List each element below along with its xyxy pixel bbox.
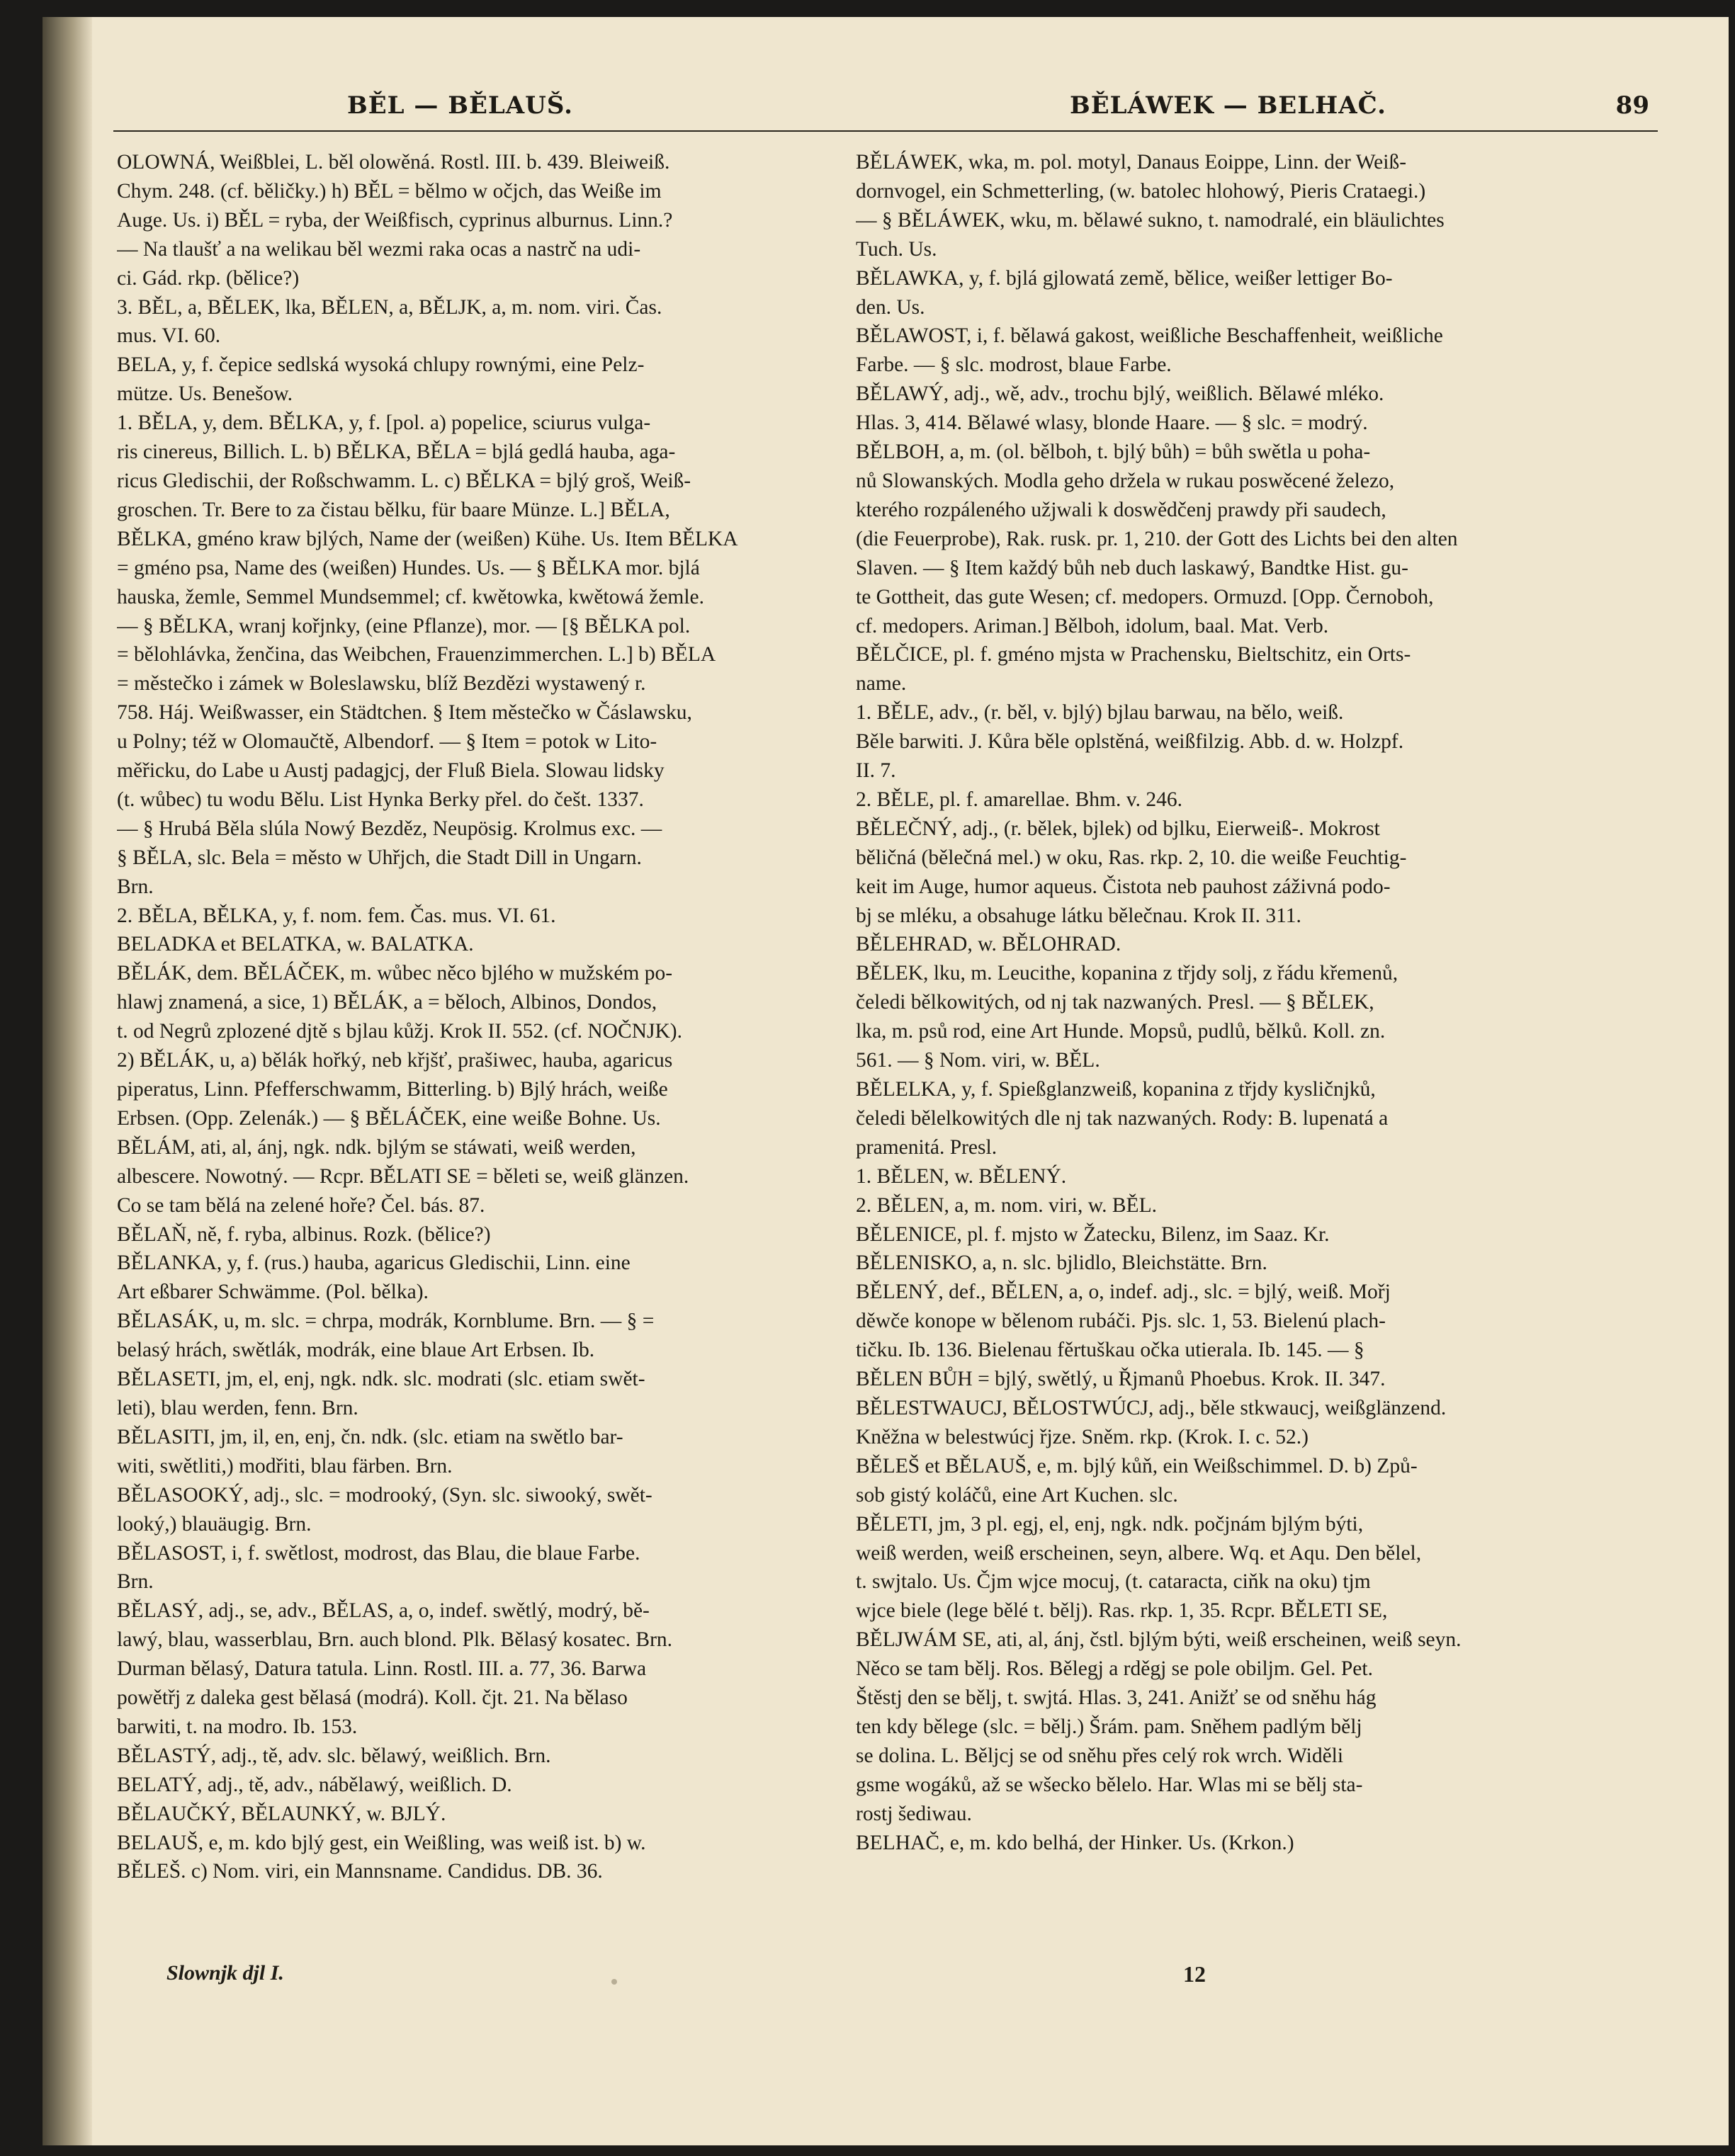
text-line: nů Slowanských. Modla geho držela w rukau poswěcené železo, bbox=[856, 469, 1395, 492]
text-line: ci. Gád. rkp. (bělice?) bbox=[117, 266, 300, 290]
text-line: 1. BĚLA, y, dem. BĚLKA, y, f. [pol. a) popelice, sciurus vulga- bbox=[117, 412, 651, 435]
text-line: Běle barwiti. J. Kůra běle oplstěná, weißfilzig. Abb. d. w. Holzpf. bbox=[856, 730, 1404, 754]
text-line: Chym. 248. (cf. běličky.) h) BĚL = bělmo w očjch, das Weiße im bbox=[117, 179, 662, 203]
text-line: 2. BĚLE, pl. f. amarellae. Bhm. v. 246. bbox=[856, 788, 1182, 811]
text-line: BĚLASITI, jm, il, en, enj, čn. ndk. (slc. etiam na swětlo bar- bbox=[117, 1425, 623, 1448]
text-line: Tuch. Us. bbox=[856, 237, 937, 261]
text-line: Kněžna w belestwúcj řjze. Sněm. rkp. (Krok. I. c. 52.) bbox=[856, 1425, 1309, 1448]
text-line: lawý, blau, wasserblau, Brn. auch blond. Plk. Bělasý kosatec. Brn. bbox=[117, 1628, 673, 1652]
text-line: barwiti, t. na modro. Ib. 153. bbox=[117, 1715, 358, 1738]
text-line: albescere. Nowotný. — Rcpr. BĚLATI SE = běleti se, weiß glänzen. bbox=[117, 1164, 689, 1188]
text-line: BĚLEČNÝ, adj., (r. bělek, bjlek) od bjlku, Eierweiß-. Mokrost bbox=[856, 817, 1380, 840]
text-line: gsme wogáků, až se wšecko bělelo. Har. Wlas mi se bělj sta- bbox=[856, 1773, 1363, 1796]
text-line: BĚLJWÁM SE, ati, al, ánj, čstl. bjlým býti, weiß erscheinen, weiß seyn. bbox=[856, 1628, 1462, 1652]
text-line: Hlas. 3, 414. Bělawé wlasy, blonde Haare. — § slc. = modrý. bbox=[856, 412, 1368, 435]
text-line: BĚLČICE, pl. f. gméno mjsta w Prachensku, Bieltschitz, ein Orts- bbox=[856, 643, 1411, 666]
text-line: BELHAČ, e, m. kdo belhá, der Hinker. Us. (Krkon.) bbox=[856, 1831, 1294, 1854]
text-line: BĚLESTWAUCJ, BĚLOSTWÚCJ, adj., běle stkwaucj, weißglänzend. bbox=[856, 1396, 1447, 1419]
text-line: děwče konope w bělenom rubáči. Pjs. slc. 1, 53. Bielenú plach- bbox=[856, 1310, 1386, 1333]
text-line: 758. Háj. Weißwasser, ein Städtchen. § Item městečko w Čáslawsku, bbox=[117, 701, 692, 725]
text-line: Štěstj den se bělj, t. swjtá. Hlas. 3, 241. Anižť se od sněhu hág bbox=[856, 1686, 1377, 1710]
text-line: 1. BĚLEN, w. BĚLENÝ. bbox=[856, 1164, 1067, 1188]
text-line: den. Us. bbox=[856, 295, 925, 319]
text-line: BĚLAWKA, y, f. bjlá gjlowatá země, bělice, weißer lettiger Bo- bbox=[856, 266, 1393, 290]
text-line: name. bbox=[856, 672, 907, 696]
text-line: BĚLEHRAD, w. BĚLOHRAD. bbox=[856, 933, 1121, 956]
text-line: OLOWNÁ, Weißblei, L. běl olowěná. Rostl. III. b. 439. Bleiweiß. bbox=[117, 151, 670, 174]
text-line: te Gottheit, das gute Wesen; cf. medopers. Ormuzd. [Opp. Černoboh, bbox=[856, 585, 1434, 608]
text-line: BĚLENICE, pl. f. mjsto w Žatecku, Bilenz, im Saaz. Kr. bbox=[856, 1222, 1330, 1246]
print-speck bbox=[611, 1979, 617, 1985]
text-line: = gméno psa, Name des (weißen) Hundes. Us. — § BĚLKA mor. bjlá bbox=[117, 556, 700, 579]
text-line: Auge. Us. i) BĚL = ryba, der Weißfisch, cyprinus alburnus. Linn.? bbox=[117, 208, 673, 232]
text-line: Farbe. — § slc. modrost, blaue Farbe. bbox=[856, 353, 1172, 377]
text-line: BĚLENISKO, a, n. slc. bjlidlo, Bleichstätte. Brn. bbox=[856, 1252, 1267, 1275]
header-rule bbox=[113, 130, 1658, 132]
text-line: § BĚLA, slc. Bela = město w Uhřjch, die Stadt Dill in Ungarn. bbox=[117, 846, 642, 869]
text-line: 2. BĚLEN, a, m. nom. viri, w. BĚL. bbox=[856, 1193, 1157, 1217]
text-line: II. 7. bbox=[856, 759, 896, 783]
text-line: BĚLASOOKÝ, adj., slc. = modrooký, (Syn. slc. siwooký, swět- bbox=[117, 1483, 652, 1507]
text-line: Art eßbarer Schwämme. (Pol. bělka). bbox=[117, 1281, 429, 1304]
text-line: BĚLAUČKÝ, BĚLAUNKÝ, w. BJLÝ. bbox=[117, 1802, 446, 1825]
text-line: běličná (bělečná mel.) w oku, Ras. rkp. 2, 10. die weiße Feuchtig- bbox=[856, 846, 1407, 869]
text-line: BELATÝ, adj., tě, adv., nábělawý, weißlich. D. bbox=[117, 1773, 512, 1796]
text-line: = městečko i zámek w Boleslawsku, blíž Bezdězi wystawený r. bbox=[117, 672, 646, 696]
text-line: groschen. Tr. Bere to za čistau bělku, für baare Münze. L.] BĚLA, bbox=[117, 498, 670, 521]
text-line: 561. — § Nom. viri, w. BĚL. bbox=[856, 1049, 1100, 1072]
running-header-right: BĚLÁWEK — BELHAČ. bbox=[1070, 91, 1386, 120]
text-line: BĚLEŠ et BĚLAUŠ, e, m. bjlý kůň, ein Weißschimmel. D. b) Způ- bbox=[856, 1454, 1418, 1477]
text-line: BĚLELKA, y, f. Spießglanzweiß, kopanina z třjdy kysličnjků, bbox=[856, 1078, 1376, 1101]
text-line: čeledi bělelkowitých dle nj tak nazwaných. Rody: B. lupenatá a bbox=[856, 1106, 1389, 1130]
signature-mark: Slownjk djl I. bbox=[166, 1961, 284, 1985]
left-column bbox=[117, 148, 825, 1961]
text-line: hauska, žemle, Semmel Mundsemmel; cf. kwětowka, kwětowá žemle. bbox=[117, 585, 705, 608]
text-line: ricus Gledischii, der Roßschwamm. L. c) BĚLKA = bjlý groš, Weiß- bbox=[117, 469, 691, 492]
text-line: keit im Auge, humor aqueus. Čistota neb pauhost záživná podo- bbox=[856, 875, 1391, 898]
text-line: powětřj z daleka gest bělasá (modrá). Koll. čjt. 21. Na bělaso bbox=[117, 1686, 628, 1710]
book-page bbox=[43, 17, 1729, 2145]
text-line: BĚLETI, jm, 3 pl. egj, el, enj, ngk. ndk. počjnám bjlým býti, bbox=[856, 1512, 1364, 1536]
text-line: BĚLASÝ, adj., se, adv., BĚLAS, a, o, indef. swětlý, modrý, bě- bbox=[117, 1599, 650, 1623]
text-line: ten kdy bělege (slc. = bělj.) Šrám. pam. Sněhem padlým bělj bbox=[856, 1715, 1362, 1738]
text-line: se dolina. L. Běljcj se od sněhu přes celý rok wrch. Widěli bbox=[856, 1744, 1344, 1767]
text-line: (t. wůbec) tu wodu Bělu. List Hynka Berky přel. do češt. 1337. bbox=[117, 788, 644, 811]
text-line: wjce biele (lege bělé t. bělj). Ras. rkp. 1, 35. Rcpr. BĚLETI SE, bbox=[856, 1599, 1388, 1623]
text-line: Erbsen. (Opp. Zelenák.) — § BĚLÁČEK, eine weiße Bohne. Us. bbox=[117, 1106, 661, 1130]
text-line: bj se mléku, a obsahuge látku bělečnau. Krok II. 311. bbox=[856, 904, 1301, 927]
text-line: BELA, y, f. čepice sedlská wysoká chlupy rownými, eine Pelz- bbox=[117, 353, 645, 377]
text-line: belasý hrách, swětlák, modrák, eine blaue Art Erbsen. Ib. bbox=[117, 1339, 595, 1362]
text-line: t. od Negrů zplozené djtě s bjlau kůžj. Krok II. 552. (cf. NOČNJK). bbox=[117, 1020, 682, 1043]
text-line: BĚLAWOST, i, f. bělawá gakost, weißliche Beschaffenheit, weißliche bbox=[856, 324, 1443, 348]
text-line: cf. medopers. Ariman.] Bělboh, idolum, baal. Mat. Verb. bbox=[856, 614, 1329, 637]
text-line: ris cinereus, Billich. L. b) BĚLKA, BĚLA = bjlá gedlá hauba, aga- bbox=[117, 441, 676, 464]
text-line: Brn. bbox=[117, 875, 154, 898]
text-line: Durman bělasý, Datura tatula. Linn. Rostl. III. a. 77, 36. Barwa bbox=[117, 1657, 647, 1681]
text-line: BĚLBOH, a, m. (ol. bělboh, t. bjlý bůh) = bůh swětla u poha- bbox=[856, 441, 1371, 464]
text-line: 2) BĚLÁK, u, a) bělák hořký, neb křjšť, prašiwec, hauba, agaricus bbox=[117, 1049, 673, 1072]
text-line: mus. VI. 60. bbox=[117, 324, 221, 348]
text-line: měřicku, do Labe u Austj padagjcj, der Fluß Biela. Slowau lidsky bbox=[117, 759, 665, 783]
text-line: rostj šediwau. bbox=[856, 1802, 972, 1825]
text-line: BĚLEN BŮH = bjlý, swětlý, u Řjmanů Phoebus. Krok. II. 347. bbox=[856, 1368, 1386, 1391]
text-line: — Na tlaušť a na welikau běl wezmi raka ocas a nastrč na udi- bbox=[117, 237, 641, 261]
text-line: — § BĚLÁWEK, wku, m. bělawé sukno, t. namodralé, ein bläulichtes bbox=[856, 208, 1445, 232]
text-line: BĚLKA, gméno kraw bjlých, Name der (weißen) Kühe. Us. Item BĚLKA bbox=[117, 527, 738, 550]
text-line: u Polny; též w Olomaučtě, Albendorf. — § Item = potok w Lito- bbox=[117, 730, 657, 754]
text-line: — § BĚLKA, wranj kořjnky, (eine Pflanze), mor. — [§ BĚLKA pol. bbox=[117, 614, 691, 637]
text-line: BĚLEŠ. c) Nom. viri, ein Mannsname. Candidus. DB. 36. bbox=[117, 1860, 603, 1883]
page-gutter bbox=[43, 17, 92, 2145]
text-line: 2. BĚLA, BĚLKA, y, f. nom. fem. Čas. mus. VI. 61. bbox=[117, 904, 556, 927]
text-line: hlawj znamená, a sice, 1) BĚLÁK, a = běloch, Albinos, Dondos, bbox=[117, 991, 657, 1014]
text-line: čeledi bělkowitých, od nj tak nazwaných. Presl. — § BĚLEK, bbox=[856, 991, 1374, 1014]
text-line: 3. BĚL, a, BĚLEK, lka, BĚLEN, a, BĚLJK, a, m. nom. viri. Čas. bbox=[117, 295, 662, 319]
text-line: Brn. bbox=[117, 1570, 154, 1594]
text-line: = bělohlávka, ženčina, das Weibchen, Frauenzimmerchen. L.] b) BĚLA bbox=[117, 643, 716, 666]
text-line: sob gistý koláčů, eine Art Kuchen. slc. bbox=[856, 1483, 1178, 1507]
text-line: piperatus, Linn. Pfefferschwamm, Bitterling. b) Bjlý hrách, weiße bbox=[117, 1078, 668, 1101]
page-number: 89 bbox=[1615, 91, 1649, 120]
text-line: — § Hrubá Běla slúla Nowý Bezděz, Neupösig. Krolmus exc. — bbox=[117, 817, 662, 840]
text-line: BĚLÁM, ati, al, ánj, ngk. ndk. bjlým se stáwati, weiß werden, bbox=[117, 1135, 636, 1159]
running-header-left: BĚL — BĚLAUŠ. bbox=[347, 91, 573, 120]
text-line: BELADKA et BELATKA, w. BALATKA. bbox=[117, 933, 474, 956]
text-line: tičku. Ib. 136. Bielenau fěrtuškau očka utierala. Ib. 145. — § bbox=[856, 1339, 1364, 1362]
text-line: kterého rozpáleného užjwali k doswědčenj prawdy při saudech, bbox=[856, 498, 1386, 521]
text-line: weiß werden, weiß erscheinen, seyn, albere. Wq. et Aqu. Den bělel, bbox=[856, 1541, 1422, 1565]
text-line: BĚLASTÝ, adj., tě, adv. slc. bělawý, weißlich. Brn. bbox=[117, 1744, 551, 1767]
text-line: BĚLASOST, i, f. swětlost, modrost, das Blau, die blaue Farbe. bbox=[117, 1541, 640, 1565]
text-line: BELAUŠ, e, m. kdo bjlý gest, ein Weißling, was weiß ist. b) w. bbox=[117, 1831, 646, 1854]
text-line: BĚLASETI, jm, el, enj, ngk. ndk. slc. modrati (slc. etiam swět- bbox=[117, 1368, 645, 1391]
text-line: BĚLÁK, dem. BĚLÁČEK, m. wůbec něco bjlého w mužském po- bbox=[117, 962, 673, 985]
text-line: looký,) blauäugig. Brn. bbox=[117, 1512, 312, 1536]
text-line: Něco se tam bělj. Ros. Bělegj a rděgj se pole obiljm. Gel. Pet. bbox=[856, 1657, 1373, 1681]
text-line: 1. BĚLE, adv., (r. běl, v. bjlý) bjlau barwau, na bělo, weiß. bbox=[856, 701, 1344, 725]
text-line: BĚLASÁK, u, m. slc. = chrpa, modrák, Kornblume. Brn. — § = bbox=[117, 1310, 655, 1333]
text-line: BĚLÁWEK, wka, m. pol. motyl, Danaus Eoippe, Linn. der Weiß- bbox=[856, 151, 1407, 174]
text-line: BĚLAWÝ, adj., wě, adv., trochu bjlý, weißlich. Bělawé mléko. bbox=[856, 382, 1384, 406]
text-line: Co se tam bělá na zelené hoře? Čel. bás. 87. bbox=[117, 1193, 485, 1217]
text-line: t. swjtalo. Us. Čjm wjce mocuj, (t. cataracta, ciňk na oku) tjm bbox=[856, 1570, 1371, 1594]
text-line: witi, swětliti,) modřiti, blau färben. Brn. bbox=[117, 1454, 453, 1477]
right-column bbox=[856, 148, 1564, 1961]
text-line: dornvogel, ein Schmetterling, (w. batolec hlohowý, Pieris Crataegi.) bbox=[856, 179, 1426, 203]
text-line: BĚLANKA, y, f. (rus.) hauba, agaricus Gledischii, Linn. eine bbox=[117, 1252, 631, 1275]
sheet-number: 12 bbox=[1183, 1961, 1206, 1987]
text-line: (die Feuerprobe), Rak. rusk. pr. 1, 210. der Gott des Lichts bei den alten bbox=[856, 527, 1458, 550]
text-line: pramenitá. Presl. bbox=[856, 1135, 998, 1159]
text-line: BĚLEK, lku, m. Leucithe, kopanina z třjdy solj, z řádu křemenů, bbox=[856, 962, 1398, 985]
text-line: mütze. Us. Benešow. bbox=[117, 382, 293, 406]
text-line: BĚLAŇ, ně, f. ryba, albinus. Rozk. (bělice?) bbox=[117, 1222, 491, 1246]
text-line: BĚLENÝ, def., BĚLEN, a, o, indef. adj., slc. = bjlý, weiß. Mořj bbox=[856, 1281, 1391, 1304]
text-line: leti), blau werden, fenn. Brn. bbox=[117, 1396, 358, 1419]
text-line: Slaven. — § Item každý bůh neb duch laskawý, Bandtke Hist. gu- bbox=[856, 556, 1408, 579]
text-line: lka, m. psů rod, eine Art Hunde. Mopsů, pudlů, bělků. Koll. zn. bbox=[856, 1020, 1386, 1043]
